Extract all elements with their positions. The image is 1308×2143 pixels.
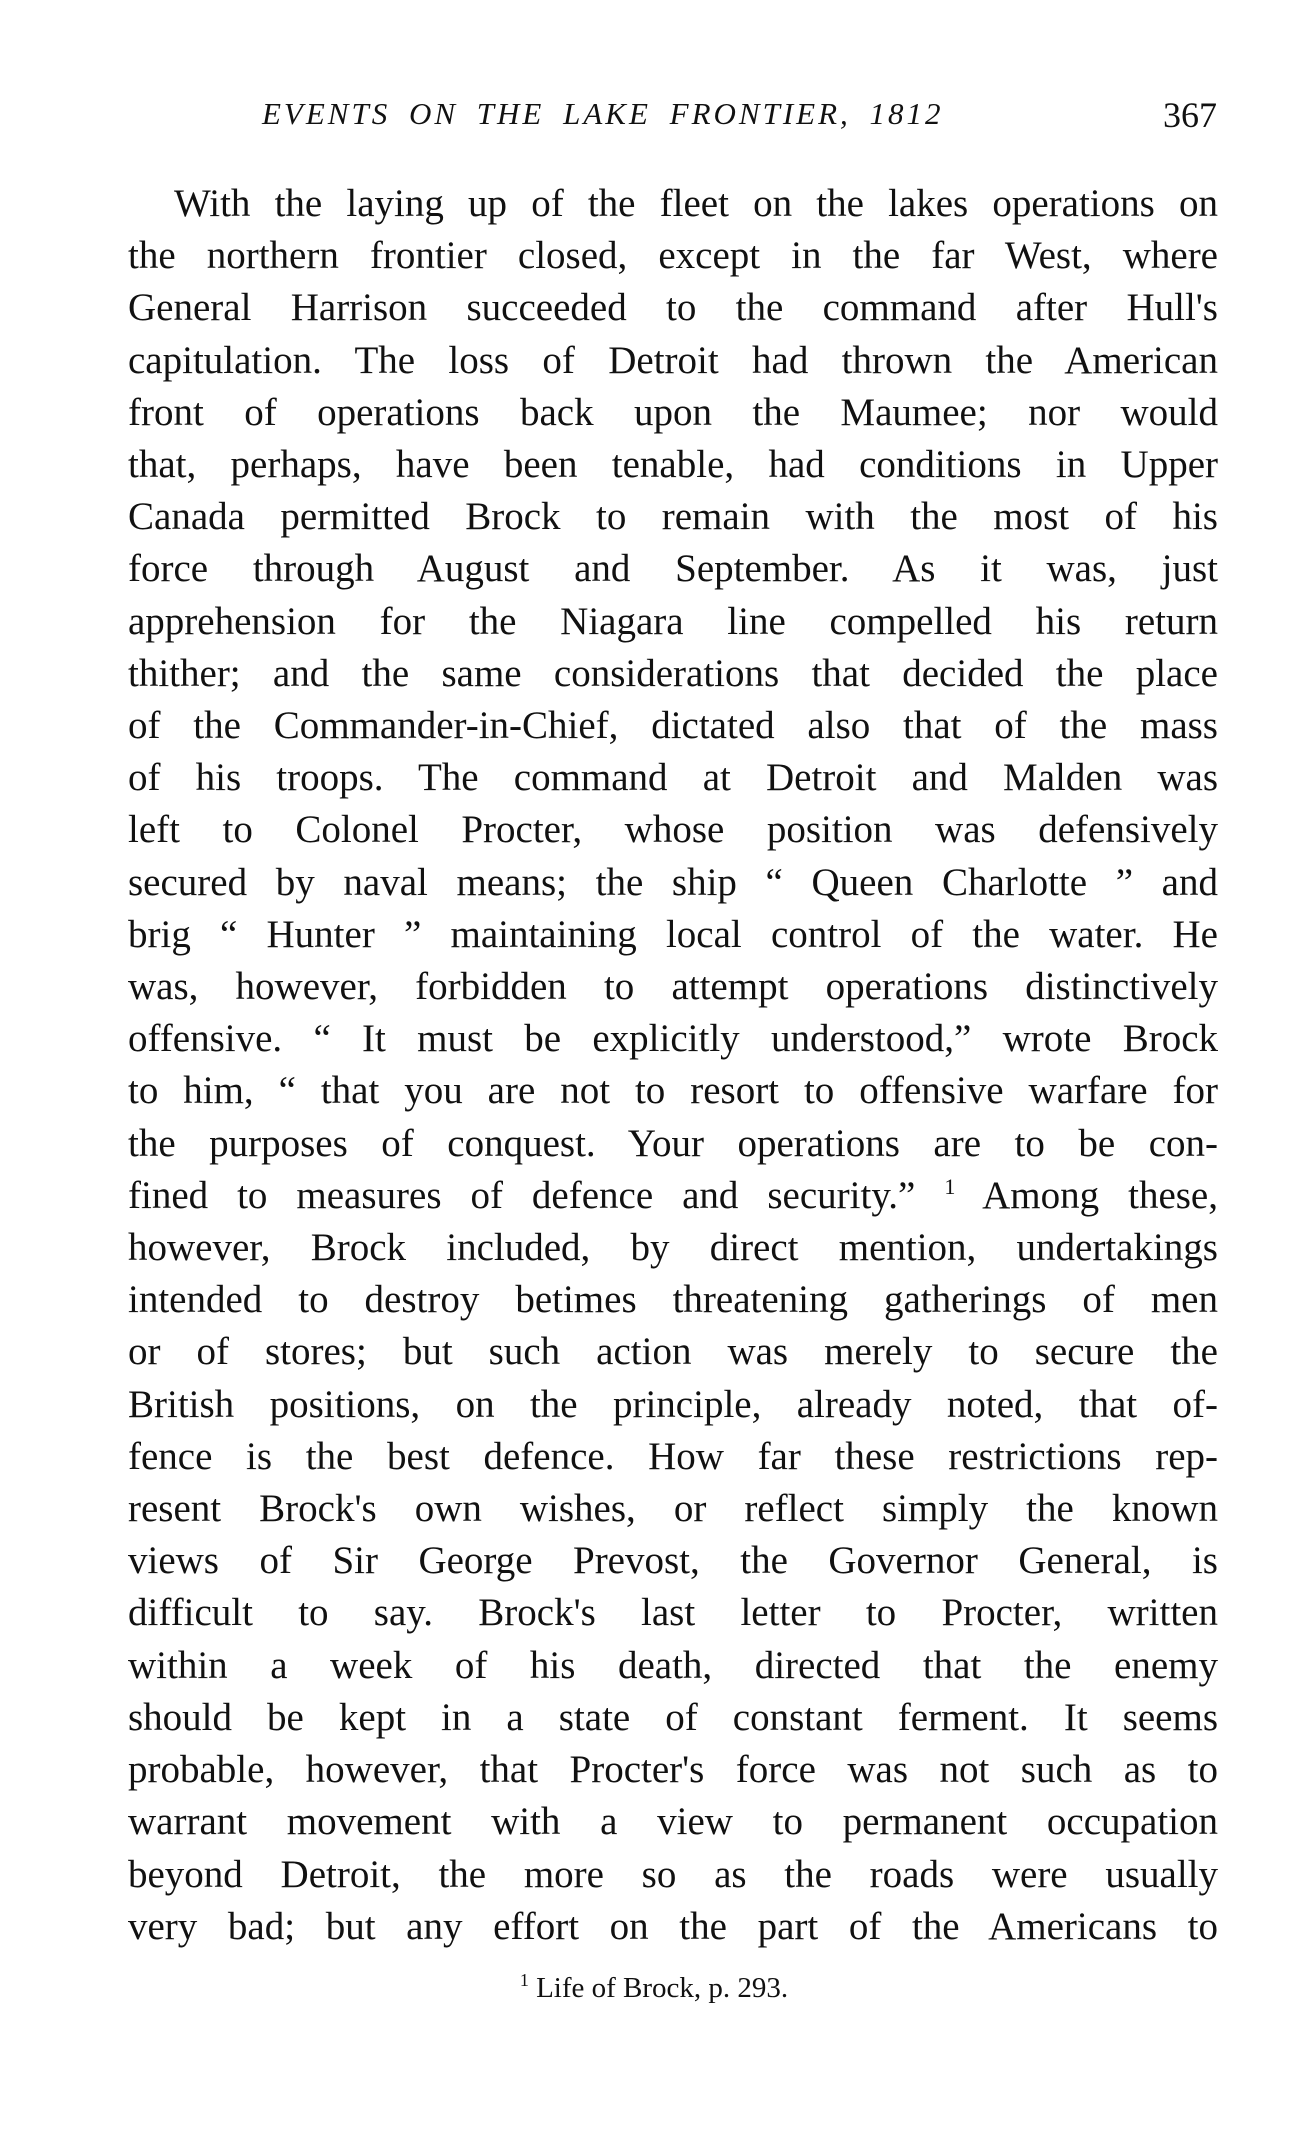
text-line-content: capitulation. The loss of Detroit had thrown the American [128, 338, 1218, 382]
text-line-content: fence is the best defence. How far these restrictions rep- [128, 1434, 1218, 1478]
text-line [128, 1849, 1218, 1901]
text-line-content: difficult to say. Brock's last letter to Procter, written [128, 1591, 1218, 1635]
text-line [128, 700, 1218, 752]
text-line-content: front of operations back upon the Maumee; nor would [128, 390, 1218, 434]
text-line [128, 752, 1218, 804]
footnote [0, 1972, 1308, 2005]
text-line [128, 1274, 1218, 1326]
text-line [128, 1744, 1218, 1796]
text-line [128, 648, 1218, 700]
text-line [128, 1431, 1218, 1483]
text-line [128, 439, 1218, 491]
page-header [262, 96, 1217, 144]
text-line [128, 1118, 1218, 1170]
text-line-content: however, Brock included, by direct mention, undertakings [128, 1226, 1218, 1270]
text-line [128, 1326, 1218, 1378]
text-line-content: offensive. “ It must be explicitly understood,” wrote Brock [128, 1017, 1218, 1061]
text-line-content: warrant movement with a view to permanent occupation [128, 1800, 1218, 1844]
text-line [128, 230, 1218, 282]
text-line-content: force through August and September. As it was, just [128, 547, 1218, 591]
text-line [128, 596, 1218, 648]
text-line-content: views of Sir George Prevost, the Governor General, is [128, 1539, 1218, 1583]
text-line [128, 543, 1218, 595]
text-line [128, 961, 1218, 1013]
footnote-marker: 1 [519, 1970, 529, 1990]
text-line-content: to him, “ that you are not to resort to offensive warfare for [128, 1069, 1218, 1113]
text-line-content: of his troops. The command at Detroit and Malden was [128, 756, 1218, 800]
text-line [128, 1222, 1218, 1274]
text-line [128, 1692, 1218, 1744]
text-line-content: brig “ Hunter ” maintaining local control of the water. He [128, 912, 1218, 956]
text-line [128, 857, 1218, 909]
text-line-content: very bad; but any effort on the part of the Americans to [128, 1904, 1218, 1948]
text-line [128, 178, 1218, 230]
body-text [128, 178, 1218, 1953]
text-line-content: Canada permitted Brock to remain with the most of his [128, 495, 1218, 539]
text-line [128, 804, 1218, 856]
text-line [128, 1587, 1218, 1639]
text-line-tail: Among these, [982, 1173, 1218, 1217]
text-line [128, 335, 1218, 387]
text-line [128, 1796, 1218, 1848]
text-line-content: within a week of his death, directed that the enemy [128, 1643, 1218, 1687]
text-line [128, 1901, 1218, 1953]
text-line-content: fined to measures of defence and security.” [128, 1173, 916, 1217]
text-line-content: With the laying up of the fleet on the lakes operations on [174, 182, 1218, 225]
text-line-content: intended to destroy betimes threatening gatherings of men [128, 1278, 1218, 1322]
text-line [128, 1483, 1218, 1535]
text-line [128, 1170, 1218, 1222]
text-line-content: thither; and the same considerations that decided the place [128, 651, 1218, 695]
text-line-content: General Harrison succeeded to the command after Hull's [128, 286, 1218, 330]
text-line [128, 1640, 1218, 1692]
text-line-content: apprehension for the Niagara line compelled his return [128, 599, 1218, 643]
text-line-content: should be kept in a state of constant ferment. It seems [128, 1695, 1218, 1739]
text-line [128, 1013, 1218, 1065]
footnote-reference: 1 [944, 1173, 956, 1199]
page-number: 367 [1163, 95, 1217, 135]
text-line-content: or of stores; but such action was merely to secure the [128, 1330, 1218, 1374]
text-line-content: that, perhaps, have been tenable, had conditions in Upper [128, 443, 1218, 487]
text-line-content: resent Brock's own wishes, or reflect simply the known [128, 1487, 1218, 1531]
text-line [128, 1379, 1218, 1431]
text-line [128, 491, 1218, 543]
footnote-text: Life of Brock, p. 293. [536, 1972, 789, 2004]
text-line [128, 1065, 1218, 1117]
text-line-content: the northern frontier closed, except in the far West, where [128, 234, 1218, 278]
text-line [128, 282, 1218, 334]
text-line [128, 387, 1218, 439]
text-line-content: the purposes of conquest. Your operations are to be con- [128, 1121, 1218, 1165]
text-line-content: of the Commander-in-Chief, dictated also that of the mass [128, 704, 1218, 748]
text-line-content: beyond Detroit, the more so as the roads were usually [128, 1852, 1218, 1896]
text-line [128, 909, 1218, 961]
text-line-content: probable, however, that Procter's force was not such as to [128, 1748, 1218, 1792]
text-line-content: was, however, forbidden to attempt operations distinctively [128, 965, 1218, 1009]
text-line [128, 1535, 1218, 1587]
text-line-content: secured by naval means; the ship “ Queen Charlotte ” and [128, 860, 1218, 904]
text-line-content: British positions, on the principle, already noted, that of- [128, 1382, 1218, 1426]
running-title: EVENTS ON THE LAKE FRONTIER, 1812 [262, 96, 944, 131]
text-line-content: left to Colonel Procter, whose position was defensively [128, 808, 1218, 852]
